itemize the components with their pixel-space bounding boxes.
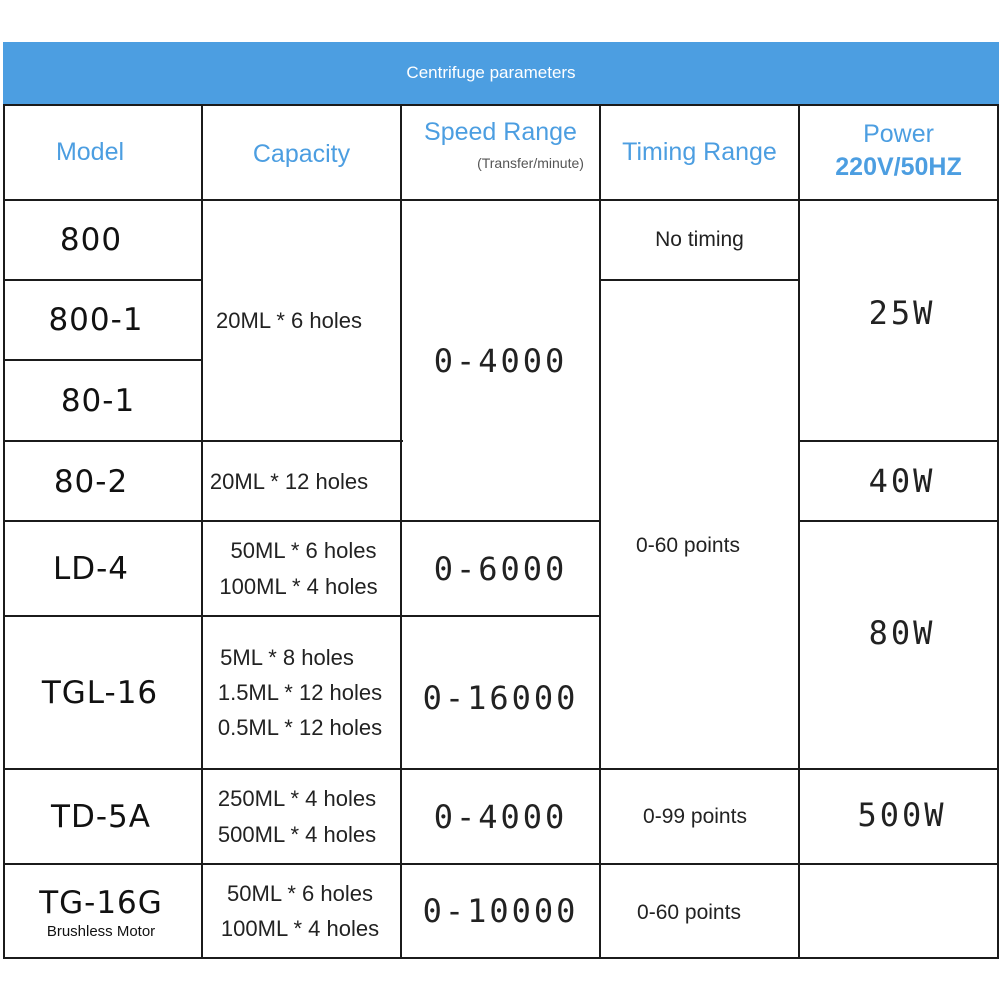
speed-cell <box>402 522 599 615</box>
table-title: Centrifuge parameters <box>406 63 576 82</box>
model-cell <box>5 361 191 440</box>
header-model-cell <box>5 106 175 199</box>
header-power: Power <box>863 120 934 148</box>
speed-value: 0-6000 <box>433 549 568 588</box>
power-value: 25W <box>868 293 936 332</box>
header-capacity-cell <box>203 106 400 203</box>
border-bottom <box>3 957 999 959</box>
model-cell <box>5 281 187 359</box>
capacity-cell <box>203 201 375 440</box>
model-cell <box>5 770 197 863</box>
model-cell <box>5 522 177 615</box>
capacity-value: 250ML * 4 holes <box>217 786 377 812</box>
timing-cell <box>601 865 777 961</box>
power-cell <box>800 442 1000 520</box>
timing-cell <box>601 770 789 863</box>
header-power-spec: 220V/50HZ <box>835 153 962 181</box>
speed-cell <box>402 865 599 957</box>
speed-value: 0-10000 <box>422 892 579 930</box>
header-speed-unit: (Transfer/minute) <box>477 155 584 171</box>
capacity-cell <box>203 442 375 522</box>
header-speed-cell <box>402 108 599 199</box>
title-banner <box>3 42 999 104</box>
model-name: TGL-16 <box>41 674 159 711</box>
capacity-value: 0.5ML * 12 holes <box>217 715 383 741</box>
timing-value: 0-60 points <box>636 534 740 557</box>
speed-value: 0-4000 <box>433 341 568 380</box>
capacity-value: 50ML * 6 holes <box>227 880 373 906</box>
speed-cell <box>402 201 599 520</box>
header-model: Model <box>55 138 125 166</box>
speed-cell <box>402 770 599 863</box>
capacity-value: 20ML * 6 holes <box>216 307 362 333</box>
capacity-value: 500ML * 4 holes <box>217 821 377 847</box>
header-capacity: Capacity <box>252 140 351 168</box>
model-cell <box>5 617 195 768</box>
power-cell <box>800 770 1000 860</box>
power-cell <box>800 522 1000 744</box>
timing-cell <box>601 281 775 811</box>
model-name: 80-1 <box>60 382 136 419</box>
model-cell <box>5 201 177 279</box>
capacity-value: 20ML * 12 holes <box>209 469 369 495</box>
capacity-cell <box>203 522 394 615</box>
model-name: 800 <box>59 222 123 258</box>
capacity-cell <box>203 617 397 768</box>
speed-cell <box>402 617 599 778</box>
speed-value: 0-4000 <box>433 797 568 836</box>
power-value: 500W <box>857 796 947 834</box>
power-cell <box>800 201 1000 424</box>
model-name: 80-2 <box>53 464 129 500</box>
model-name: TG-16G <box>39 885 163 921</box>
header-timing: Timing Range <box>622 138 777 166</box>
model-cell <box>5 442 177 522</box>
model-note: Brushless Motor <box>46 923 156 940</box>
model-cell <box>5 868 197 957</box>
capacity-cell <box>203 770 391 863</box>
timing-value: 0-99 points <box>643 804 747 828</box>
timing-value: 0-60 points <box>637 901 741 924</box>
capacity-value: 1.5ML * 12 holes <box>217 679 383 705</box>
capacity-value: 50ML * 6 holes <box>230 538 377 564</box>
header-power-cell <box>800 110 997 199</box>
header-timing-cell <box>601 106 798 199</box>
timing-value: No timing <box>655 228 744 251</box>
model-name: LD-4 <box>52 550 130 587</box>
timing-cell <box>601 201 798 279</box>
capacity-value: 100ML * 4 holes <box>220 916 380 941</box>
capacity-value: 100ML * 4 holes <box>219 573 378 599</box>
power-value: 80W <box>868 614 936 652</box>
capacity-cell <box>203 865 397 957</box>
model-name: 800-1 <box>48 302 144 338</box>
capacity-value: 5ML * 8 holes <box>220 644 354 670</box>
power-value: 40W <box>868 462 936 500</box>
speed-value: 0-16000 <box>422 678 579 717</box>
model-name: TD-5A <box>51 798 151 835</box>
header-speed: Speed Range <box>424 118 577 146</box>
